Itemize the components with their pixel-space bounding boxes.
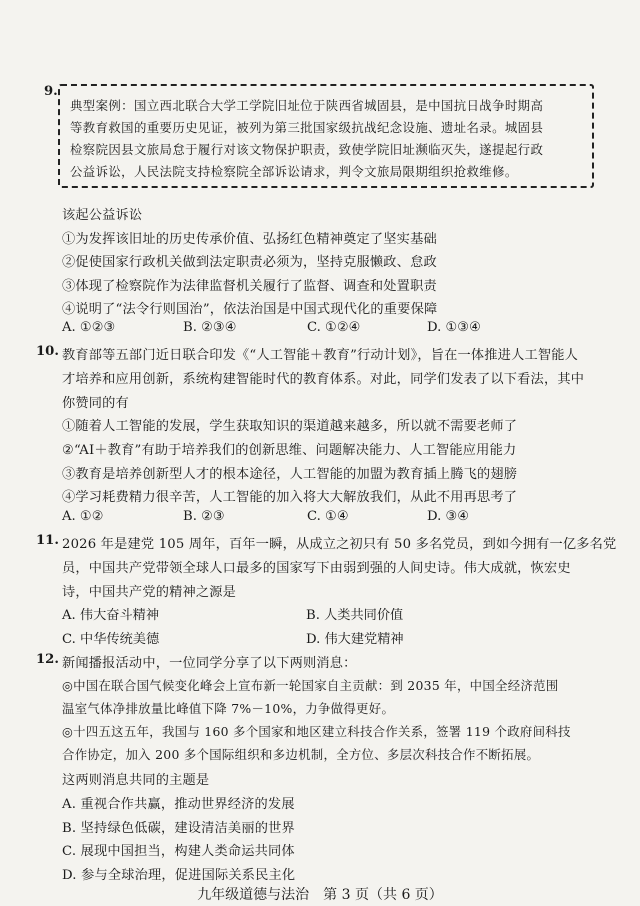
q10-number: 10. [36, 344, 59, 359]
q11-stem-line: 诗，中国共产党的精神之源是 [62, 585, 237, 600]
q10-option-b[interactable]: B. ②③ [183, 509, 225, 524]
q12-number: 12. [36, 652, 59, 667]
q12-option-c[interactable]: C. 展现中国担当，构建人类命运共同体 [62, 844, 295, 859]
q9-case-box [58, 84, 594, 188]
q9-item: ④说明了“法令行则国治”，依法治国是中国式现代化的重要保障 [62, 302, 438, 317]
q10-item: ④学习耗费精力很辛苦，人工智能的加入将大大解放我们，从此不用再思考了 [62, 490, 518, 505]
q9-option-b[interactable]: B. ②③④ [183, 320, 237, 335]
page-footer: 九年级道德与法治 第 3 页（共 6 页） [197, 887, 443, 903]
q12-news-line: 合作协定，加入 200 多个国际组织和多边机制，全方位、多层次科技合作不断拓展。 [62, 747, 540, 762]
q9-number: 9. [44, 84, 58, 99]
q9-case-line: 检察院因县文旅局怠于履行对该文物保护职责，致使学院旧址濒临灭失，遂提起行政 [70, 142, 544, 157]
q12-news-line: ◎中国在联合国气候变化峰会上宣布新一轮国家自主贡献：到 2035 年，中国全经济范围 [62, 678, 559, 693]
q12-news-line: 温室气体净排放量比峰值下降 7%－10%，力争做得更好。 [62, 701, 395, 716]
q9-stem: 该起公益诉讼 [62, 208, 143, 223]
q9-case-line: 等教育救国的重要历史见证，被列为第三批国家级抗战纪念设施、遗址名录。城固县 [70, 120, 544, 135]
q10-item: ①随着人工智能的发展，学生获取知识的渠道越来越多，所以就不需要老师了 [62, 419, 518, 434]
q12-question: 这两则消息共同的主题是 [62, 773, 210, 788]
q9-item: ①为发挥该旧址的历史传承价值、弘扬红色精神奠定了坚实基础 [62, 232, 437, 247]
q10-stem-line: 才培养和应用创新，系统构建智能时代的教育体系。对此，同学们发表了以下看法，其中 [62, 372, 585, 387]
q10-stem-line: 教育部等五部门近日联合印发《“人工智能＋教育”行动计划》，旨在一体推进人工智能人 [62, 348, 579, 363]
q12-news-line: ◎十四五这五年，我国与 160 多个国家和地区建立科技合作关系，签署 119 个政府间科技 [62, 724, 571, 739]
q11-option-c[interactable]: C. 中华传统美德 [62, 632, 160, 647]
q12-option-b[interactable]: B. 坚持绿色低碳，建设清洁美丽的世界 [62, 821, 295, 836]
q11-option-d[interactable]: D. 伟大建党精神 [306, 632, 404, 647]
q9-options [62, 320, 481, 335]
q10-stem-line: 你赞同的有 [62, 396, 129, 411]
q9-item: ③体现了检察院作为法律监督机关履行了监督、调查和处置职责 [62, 279, 437, 294]
q10-item: ②“AI＋教育”有助于培养我们的创新思维、问题解决能力、人工智能应用能力 [62, 443, 517, 458]
q10-option-d[interactable]: D. ③④ [427, 509, 470, 524]
q11-options-row2 [62, 628, 404, 647]
q10-option-a[interactable]: A. ①② [62, 509, 104, 524]
q9-case-line: 公益诉讼，人民法院支持检察院全部诉讼请求，判令文旅局限期组织抢救维修。 [70, 164, 518, 179]
q9-option-a[interactable]: A. ①②③ [62, 320, 116, 335]
q11-option-b[interactable]: B. 人类共同价值 [306, 608, 404, 623]
q9-option-c[interactable]: C. ①②④ [307, 320, 361, 335]
q11-stem-line: 2026 年是建党 105 周年，百年一瞬，从成立之初只有 50 多名党员，到如今拥有一亿多名党 [62, 537, 617, 552]
q11-stem-line: 员，中国共产党带领全球人口最多的国家写下由弱到强的人间史诗。伟大成就，恢宏史 [62, 561, 571, 576]
q10-options [62, 509, 469, 524]
q12-option-a[interactable]: A. 重视合作共赢，推动世界经济的发展 [62, 797, 295, 812]
q12-stem: 新闻播报活动中，一位同学分享了以下两则消息： [62, 656, 357, 671]
q10-item: ③教育是培养创新型人才的根本途径，人工智能的加盟为教育插上腾飞的翅膀 [62, 467, 518, 482]
q9-item: ②促使国家行政机关做到法定职责必须为，坚持克服懒政、怠政 [62, 255, 437, 270]
q11-option-a[interactable]: A. 伟大奋斗精神 [62, 608, 160, 623]
q12-option-d[interactable]: D. 参与全球治理，促进国际关系民主化 [62, 868, 296, 883]
q9-case-line: 典型案例：国立西北联合大学工学院旧址位于陕西省城固县，是中国抗日战争时期高 [70, 98, 544, 113]
q11-options-row1 [62, 604, 403, 623]
q10-option-c[interactable]: C. ①④ [307, 509, 349, 524]
q11-number: 11. [36, 533, 59, 548]
q9-option-d[interactable]: D. ①③④ [427, 320, 481, 335]
